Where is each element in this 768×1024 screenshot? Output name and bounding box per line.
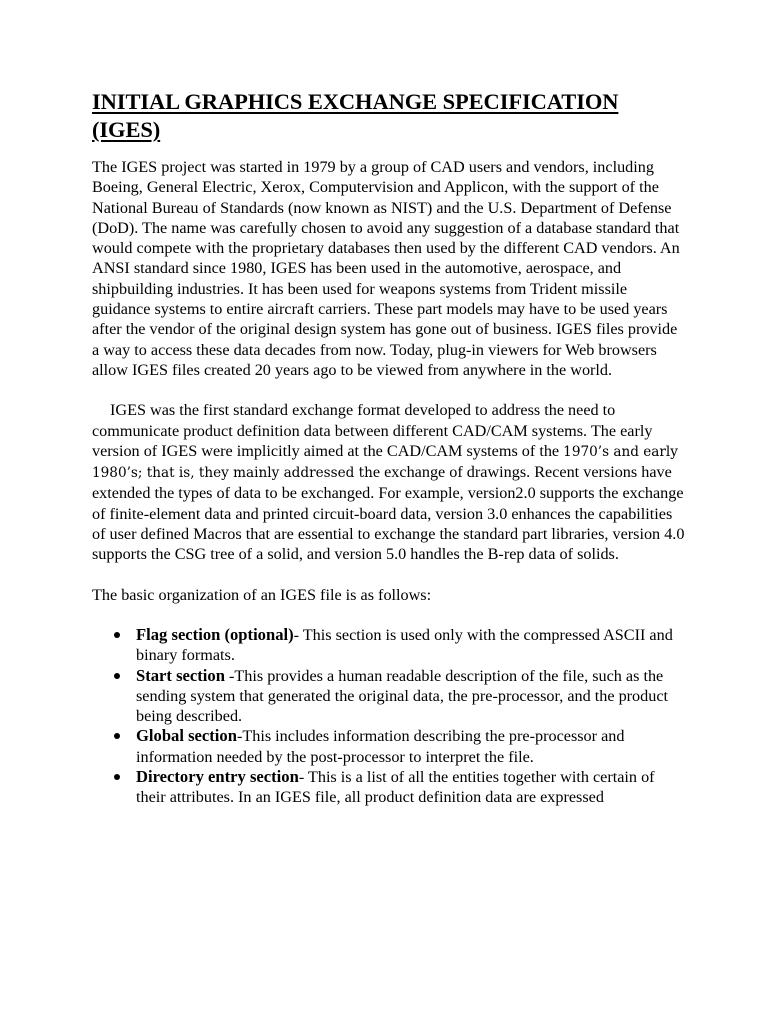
- section-name: Directory entry section: [136, 767, 299, 787]
- list-item: [92, 666, 688, 727]
- bullet-icon: [114, 632, 120, 638]
- bullet-icon: [114, 673, 120, 679]
- list-item: [92, 726, 688, 767]
- section-description: - This section is used only with the compressed ASCII and binary formats.: [136, 625, 673, 665]
- list-item: [92, 767, 688, 808]
- paragraph-organization-intro: The basic organization of an IGES file is as follows:: [92, 585, 432, 604]
- title-line-2: (IGES): [92, 117, 161, 142]
- paragraph-versions-part-c: e exchange of drawings. Recent versions have extended the types of data to be exchanged. For example, version2.0 supports the exchange of finite-element data and printed circuit-board data, version 3.0 enhances the capabilities of user defined Macros that are essential to exchange the standard part libraries, version 4.0 supports the CSG tree of a solid, and version 5.0 handles the B-rep data of solids.: [92, 463, 685, 564]
- section-name: Global section: [136, 726, 237, 746]
- paragraph-versions-part-b: 1970’s and early 1980’s; that is, they mainly addressed th: [92, 443, 678, 482]
- bullet-icon: [114, 733, 120, 739]
- paragraph-versions: [92, 400, 688, 564]
- section-description: -This provides a human readable description of the file, such as the sending system that generated the original data, the pre-processor, and the product being described.: [136, 666, 669, 726]
- section-description: -This includes information describing the pre-processor and information needed by the post-processor to interpret the file.: [136, 727, 625, 766]
- paragraph-versions-part-a: IGES was the first standard exchange format developed to address the need to communicate product definition data between different CAD/CAM systems. The early version of IGES were implicitly aimed at the CAD/CAM systems of the: [92, 401, 653, 460]
- bullet-icon: [114, 774, 120, 780]
- title-line-1: INITIAL GRAPHICS EXCHANGE SPECIFICATION: [92, 89, 619, 114]
- section-name: Start section: [136, 665, 225, 685]
- paragraph-history: The IGES project was started in 1979 by a group of CAD users and vendors, including Boeing, General Electric, Xerox, Computervision and Applicon, with the support of the National Bureau of Standards (now known as NIST) and the U.S. Department of Defense (DoD). The name was carefully chosen to avoid any suggestion of a database standard that would compete with the proprietary databases then used by the different CAD vendors. An ANSI standard since 1980, IGES has been used in the automotive, aerospace, and shipbuilding industries. It has been used for weapons systems from Trident missile guidance systems to entire aircraft carriers. These part models may have to be used years after the vendor of the original design system has gone out of business. IGES files provide a way to access these data decades from now. Today, plug-in viewers for Web browsers allow IGES files created 20 years ago to be viewed from anywhere in the world.: [92, 158, 680, 379]
- document-title: [92, 88, 688, 144]
- section-name: Flag section (optional): [136, 624, 294, 644]
- document-page: [92, 88, 688, 808]
- section-description: - This is a list of all the entities together with certain of their attributes. In an IGES file, all product definition data are expressed: [136, 768, 655, 807]
- section-list: [92, 625, 688, 808]
- list-item: [92, 625, 688, 666]
